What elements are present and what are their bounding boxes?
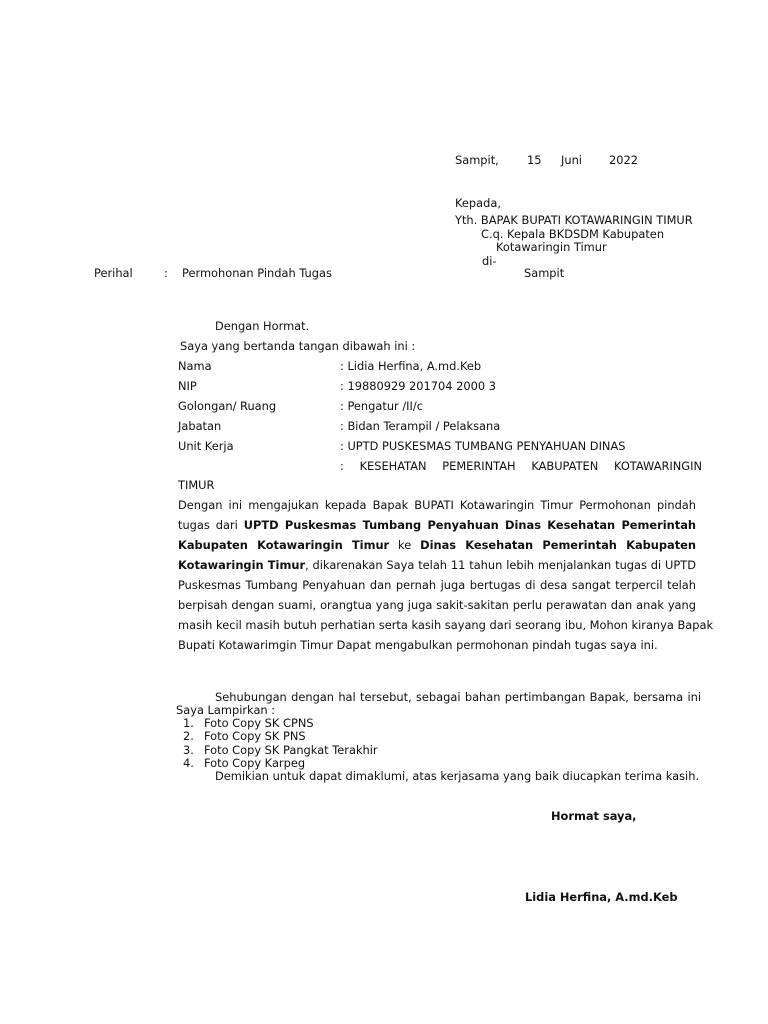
unit-cont-word: :: [340, 459, 344, 473]
recipient-line-2: C.q. Kepala BKDSDM Kabupaten: [481, 227, 665, 241]
attachment-item: Foto Copy SK PNS: [204, 729, 306, 743]
attachment-number: 4.: [183, 756, 194, 770]
body-line-7: masih kecil masih butuh perhatian serta kasih sayang dari seorang ibu, Mohon kiranya Bapak: [178, 618, 714, 632]
greeting: Dengan Hormat.: [215, 319, 310, 333]
attachment-item: Foto Copy SK CPNS: [204, 716, 314, 730]
attachment-item: Foto Copy SK Pangkat Terakhir: [204, 743, 378, 757]
attachment-number: 2.: [183, 729, 194, 743]
unit-kerja-continuation: [340, 459, 702, 473]
attachment-number: 3.: [183, 743, 194, 757]
body-text: , dikarenakan Saya telah 11 tahun lebih menjalankan tugas di UPTD: [305, 558, 696, 572]
body-bold-text: Kabupaten Kotawaringin Timur: [178, 538, 390, 552]
recipient-line-1: Yth. BAPAK BUPATI KOTAWARINGIN TIMUR: [455, 213, 693, 227]
attachment-number: 1.: [183, 716, 194, 730]
recipient-line-4: di-: [482, 254, 497, 268]
date-day: 15: [527, 153, 542, 167]
body-line-8: Bupati Kotawarimgin Timur Dapat mengabulkan permohonan pindah tugas saya ini.: [178, 638, 658, 652]
field-value-unit-kerja: : UPTD PUSKESMAS TUMBANG PENYAHUAN DINAS: [340, 439, 626, 453]
attachment-item: Foto Copy Karpeg: [204, 756, 306, 770]
field-value-nama: : Lidia Herfina, A.md.Keb: [340, 359, 482, 373]
unit-cont-word: PEMERINTAH: [442, 459, 516, 473]
field-label-golongan: Golongan/ Ruang: [178, 399, 277, 413]
body-bold-text: Dinas Kesehatan Pemerintah Kabupaten: [420, 538, 697, 552]
field-label-nama: Nama: [178, 359, 212, 373]
subject-label: Perihal: [94, 266, 133, 280]
unit-cont-word: KOTAWARINGIN: [614, 459, 702, 473]
recipient-line-5: Sampit: [524, 266, 565, 280]
intro-text: Saya yang bertanda tangan dibawah ini :: [180, 339, 416, 353]
recipient-to: Kepada,: [455, 196, 501, 210]
date-month: Juni: [561, 153, 582, 167]
field-value-jabatan: : Bidan Terampil / Pelaksana: [340, 419, 501, 433]
body-line-3: [178, 538, 696, 552]
unit-cont-word: KESEHATAN: [359, 459, 427, 473]
field-label-nip: NIP: [178, 379, 197, 393]
field-label-jabatan: Jabatan: [178, 419, 222, 433]
date-year: 2022: [609, 153, 638, 167]
date-place: Sampit,: [455, 153, 499, 167]
subject-colon: :: [164, 266, 168, 280]
body-text: ke: [398, 538, 412, 552]
body-line-4: [178, 558, 696, 572]
body-line-5: Puskesmas Tumbang Penyahuan dan pernah juga bertugas di desa sangat terpercil telah: [178, 578, 696, 592]
field-value-nip: : 19880929 201704 2000 3: [340, 379, 497, 393]
signature-regards: Hormat saya,: [551, 809, 637, 823]
closing-thanks: Demikian untuk dapat dimaklumi, atas kerjasama yang baik diucapkan terima kasih.: [215, 769, 700, 783]
field-label-unit-kerja: Unit Kerja: [178, 439, 234, 453]
subject-value: Permohonan Pindah Tugas: [182, 266, 332, 280]
body-line-1: Dengan ini mengajukan kepada Bapak BUPATI Kotawaringin Timur Permohonan pindah: [178, 498, 696, 512]
body-line-6: berpisah dengan suami, orangtua yang juga sakit-sakitan perlu perawatan dan anak yang: [178, 598, 696, 612]
recipient-line-3: Kotawaringin Timur: [496, 240, 607, 254]
body-line-2: [178, 518, 696, 532]
closing-line-1: Sehubungan dengan hal tersebut, sebagai bahan pertimbangan Bapak, bersama ini: [215, 690, 701, 704]
body-text: tugas dari: [178, 518, 238, 532]
signature-name: Lidia Herfina, A.md.Keb: [525, 890, 678, 904]
unit-cont-word: KABUPATEN: [531, 459, 599, 473]
closing-line-2: Saya Lampirkan :: [176, 703, 276, 717]
body-bold-text: UPTD Puskesmas Tumbang Penyahuan Dinas Kesehatan Pemerintah: [243, 518, 696, 532]
unit-kerja-continuation-last: TIMUR: [178, 478, 215, 492]
body-bold-text: Kotawaringin Timur: [178, 558, 306, 572]
field-value-golongan: : Pengatur /II/c: [340, 399, 424, 413]
